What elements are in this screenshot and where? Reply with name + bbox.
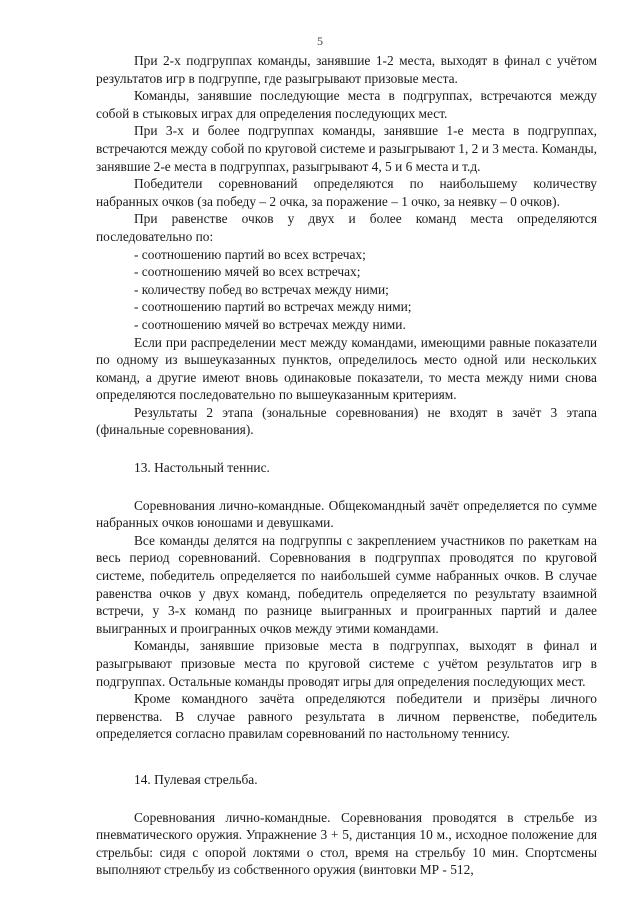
list-item: - соотношению мячей во всех встречах; xyxy=(134,264,361,280)
paragraph: Все команды делятся на подгруппы с закреплением участников по ракеткам на весь период соревнований. Соревнования в подгруппах проводятся по круговой системе, победитель определяется по наибольшей сумме набранных очков. В случае равенства очков у двух команд, победитель определяется по результату взаимной встречи, у 3-х команд по разнице выигранных и проигранных партий и далее выигранных и проигранных очков между этими командами. xyxy=(96,532,597,636)
list-item: - соотношению мячей во встречах между ними. xyxy=(134,316,406,332)
paragraph: Если при распределении мест между командами, имеющими равные показатели по одному из вышеуказанных пунктов, определилось место одной или нескольких команд, а другие имеют вновь одинаковые показатели, то места между ними снова определяются последовательно по вышеуказанным критериям. xyxy=(96,334,597,403)
paragraph: Результаты 2 этапа (зональные соревнования) не входят в зачёт 3 этапа (финальные соревнования). xyxy=(96,404,597,438)
paragraph: При 3-х и более подгруппах команды, занявшие 1-е места в подгруппах, встречаются между собой по круговой системе и разыгрывают 1, 2 и 3 места. Команды, занявшие 2-е места в подгруппах, разыгрывают 4, 5 и 6 места и т.д. xyxy=(96,123,597,174)
section-heading-shooting: 14. Пулевая стрельба. xyxy=(134,771,258,787)
page-number: 5 xyxy=(317,34,323,48)
paragraph: Победители соревнований определяются по наибольшему количеству набранных очков (за победу – 2 очка, за поражение – 1 очко, за неявку – 0 очков). xyxy=(96,176,597,209)
list-item: - соотношению партий во встречах между ними; xyxy=(134,299,412,315)
paragraph: Команды, занявшие последующие места в подгруппах, встречаются между собой в стыковых играх для определения последующих мест. xyxy=(96,88,597,121)
paragraph: При равенстве очков у двух и более команд места определяются последовательно по: xyxy=(96,211,597,244)
document-body xyxy=(96,52,597,879)
paragraph: При 2-х подгруппах команды, занявшие 1-2 места, выходят в финал с учётом результатов игр в подгруппе, где разыгрывают призовые места. xyxy=(96,53,597,86)
paragraph: Соревнования лично-командные. Соревнования проводятся в стрельбе из пневматического оружия. Упражнение 3 + 5, дистанция 10 м., исходное положение для стрельбы: сидя с опорой локтями о стол, время на стрельбу 10 мин. Спортсмены выполняют стрельбу из собственного оружия (винтовки МР - 512, xyxy=(96,809,597,878)
list-item: - количеству побед во встречах между ними; xyxy=(134,281,389,297)
section-heading-table-tennis: 13. Настольный теннис. xyxy=(134,460,270,476)
criteria-list xyxy=(96,246,597,334)
paragraph: Кроме командного зачёта определяются победители и призёры личного первенства. В случае равного результата в личном первенстве, победитель определяется согласно правилам соревнований по настольному теннису. xyxy=(96,691,597,742)
paragraph: Соревнования лично-командные. Общекомандный зачёт определяется по сумме набранных очков юношами и девушками. xyxy=(96,497,597,531)
paragraph: Команды, занявшие призовые места в подгруппах, выходят в финал и разыгрывают призовые места по круговой системе с учётом результатов игр в подгруппах. Остальные команды проводят игры для определения последующих мест. xyxy=(96,638,597,689)
list-item: - соотношению партий во всех встречах; xyxy=(134,246,366,262)
